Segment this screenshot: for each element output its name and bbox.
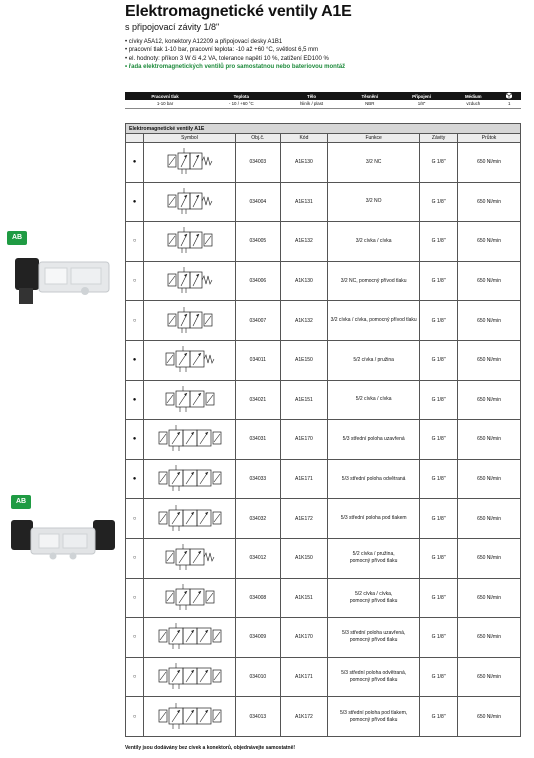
flow-rate: 650 Nl/min <box>458 459 521 499</box>
table-header-row <box>126 134 521 143</box>
table-row <box>126 538 521 578</box>
product-code: A1E172 <box>280 499 327 539</box>
order-number: 034008 <box>236 578 281 618</box>
product-code: A1K170 <box>280 618 327 658</box>
table-row <box>126 499 521 539</box>
flow-rate: 650 Nl/min <box>458 578 521 618</box>
availability-dot: ○ <box>126 697 144 737</box>
product-code: A1E150 <box>280 340 327 380</box>
product-code: A1K150 <box>280 538 327 578</box>
thread-size: G 1/8" <box>420 261 458 301</box>
spec-value: 1/8" <box>394 100 449 108</box>
order-number: 034013 <box>236 697 281 737</box>
order-number: 034007 <box>236 301 281 341</box>
order-number: 034011 <box>236 340 281 380</box>
flow-rate: 650 Nl/min <box>458 143 521 183</box>
availability-dot: ● <box>126 380 144 420</box>
availability-dot: ● <box>126 143 144 183</box>
function-description: 5/2 cívka / cívka <box>328 380 420 420</box>
spec-table <box>125 92 521 109</box>
spec-header: Pracovní tlak <box>125 92 205 100</box>
package-icon <box>498 92 521 100</box>
table-row <box>126 420 521 460</box>
availability-dot: ● <box>126 459 144 499</box>
spec-value: vzduch <box>449 100 498 108</box>
availability-dot: ○ <box>126 657 144 697</box>
column-header: Symbol <box>144 134 236 143</box>
thread-size: G 1/8" <box>420 182 458 222</box>
flow-rate: 650 Nl/min <box>458 657 521 697</box>
table-row <box>126 459 521 499</box>
spec-value: 1 <box>498 100 521 108</box>
table-row <box>126 578 521 618</box>
function-description: 5/2 cívka / pružina, pomocný přívod tlaku <box>328 538 420 578</box>
order-number: 034009 <box>236 618 281 658</box>
order-number: 034004 <box>236 182 281 222</box>
thread-size: G 1/8" <box>420 578 458 618</box>
order-number: 034033 <box>236 459 281 499</box>
table-row <box>126 143 521 183</box>
valve-symbol-icon <box>144 697 236 737</box>
valve-symbol-icon <box>144 578 236 618</box>
product-code: A1K130 <box>280 261 327 301</box>
function-description: 3/2 NO <box>328 182 420 222</box>
thread-size: G 1/8" <box>420 222 458 262</box>
valve-photo-3-2 <box>5 248 123 310</box>
valve-symbol-icon <box>144 420 236 460</box>
valve-photo-5-2 <box>5 512 123 572</box>
feature-item: • pracovní tlak 1-10 bar, pracovní teplota: -10 až +60 °C, světlost 6,5 mm <box>125 46 345 54</box>
spec-value-row <box>125 100 521 108</box>
flow-rate: 650 Nl/min <box>458 697 521 737</box>
thread-size: G 1/8" <box>420 538 458 578</box>
valve-symbol-icon <box>144 657 236 697</box>
order-number: 034006 <box>236 261 281 301</box>
thread-size: G 1/8" <box>420 380 458 420</box>
order-number: 034021 <box>236 380 281 420</box>
valve-symbol-icon <box>144 340 236 380</box>
thread-size: G 1/8" <box>420 657 458 697</box>
order-number: 034003 <box>236 143 281 183</box>
order-number: 034012 <box>236 538 281 578</box>
valve-symbol-icon <box>144 261 236 301</box>
function-description: 5/3 střední poloha odvětraná <box>328 459 420 499</box>
valve-table <box>125 123 521 737</box>
column-header: Funkce <box>328 134 420 143</box>
brand-logo: AB <box>7 231 27 245</box>
valve-symbol-icon <box>144 380 236 420</box>
function-description: 3/2 NC <box>328 143 420 183</box>
table-row <box>126 697 521 737</box>
group-title: Elektromagnetické ventily A1E <box>126 124 521 134</box>
spec-header: Tělo <box>278 92 346 100</box>
column-header: Průtok <box>458 134 521 143</box>
spec-value: - 10 / +60 °C <box>205 100 278 108</box>
spec-header-row <box>125 92 521 100</box>
spec-value: NBR <box>345 100 394 108</box>
table-row <box>126 261 521 301</box>
feature-item: • cívky A5A12, konektory A12209 a připojovací desky A1B1 <box>125 38 345 46</box>
page-subtitle: s připojovací závity 1/8" <box>125 22 220 32</box>
availability-dot: ● <box>126 420 144 460</box>
availability-dot: ○ <box>126 301 144 341</box>
function-description: 5/3 střední poloha pod tlakem <box>328 499 420 539</box>
spec-header: Připojení <box>394 92 449 100</box>
spec-header: Médium <box>449 92 498 100</box>
table-row <box>126 340 521 380</box>
availability-dot: ● <box>126 340 144 380</box>
order-number: 034031 <box>236 420 281 460</box>
valve-symbol-icon <box>144 618 236 658</box>
function-description: 5/3 střední poloha odvětraná, pomocný přívod tlaku <box>328 657 420 697</box>
table-row <box>126 182 521 222</box>
product-code: A1K132 <box>280 301 327 341</box>
product-code: A1K172 <box>280 697 327 737</box>
group-row <box>126 124 521 134</box>
availability-dot: ○ <box>126 261 144 301</box>
spec-header: Teplota <box>205 92 278 100</box>
product-code: A1E130 <box>280 143 327 183</box>
function-description: 5/3 střední poloha uzavřená <box>328 420 420 460</box>
function-description: 5/2 cívka / cívka, pomocný přívod tlaku <box>328 578 420 618</box>
feature-item: • el. hodnoty: příkon 3 W či 4,2 VA, tolerance napětí 10 %, zatížení ED100 % <box>125 55 345 63</box>
product-code: A1E171 <box>280 459 327 499</box>
flow-rate: 650 Nl/min <box>458 301 521 341</box>
spec-header: Těsnění <box>345 92 394 100</box>
thread-size: G 1/8" <box>420 301 458 341</box>
valve-symbol-icon <box>144 499 236 539</box>
column-header: Obj.č. <box>236 134 281 143</box>
function-description: 5/2 cívka / pružina <box>328 340 420 380</box>
thread-size: G 1/8" <box>420 420 458 460</box>
flow-rate: 650 Nl/min <box>458 340 521 380</box>
flow-rate: 650 Nl/min <box>458 182 521 222</box>
feature-highlight: • řada elektromagnetických ventilů pro samostatnou nebo bateriovou montáž <box>125 63 345 71</box>
order-number: 034032 <box>236 499 281 539</box>
product-code: A1E151 <box>280 380 327 420</box>
thread-size: G 1/8" <box>420 459 458 499</box>
availability-dot: ○ <box>126 222 144 262</box>
function-description: 5/3 střední poloha pod tlakem, pomocný přívod tlaku <box>328 697 420 737</box>
product-code: A1K171 <box>280 657 327 697</box>
availability-dot: ● <box>126 182 144 222</box>
page-title: Elektromagnetické ventily A1E <box>125 3 352 20</box>
valve-symbol-icon <box>144 182 236 222</box>
product-code: A1E132 <box>280 222 327 262</box>
flow-rate: 650 Nl/min <box>458 420 521 460</box>
spec-value: 1-10 bar <box>125 100 205 108</box>
flow-rate: 650 Nl/min <box>458 618 521 658</box>
table-row <box>126 380 521 420</box>
feature-list <box>125 38 345 72</box>
product-code: A1E170 <box>280 420 327 460</box>
thread-size: G 1/8" <box>420 340 458 380</box>
flow-rate: 650 Nl/min <box>458 261 521 301</box>
valve-symbol-icon <box>144 301 236 341</box>
dot-header <box>126 134 144 143</box>
flow-rate: 650 Nl/min <box>458 380 521 420</box>
function-description: 5/3 střední poloha uzavřená, pomocný přívod tlaku <box>328 618 420 658</box>
function-description: 3/2 cívka / cívka, pomocný přívod tlaku <box>328 301 420 341</box>
column-header: Kód <box>280 134 327 143</box>
product-code: A1K151 <box>280 578 327 618</box>
valve-symbol-icon <box>144 538 236 578</box>
availability-dot: ○ <box>126 499 144 539</box>
valve-symbol-icon <box>144 222 236 262</box>
thread-size: G 1/8" <box>420 143 458 183</box>
column-header: Závity <box>420 134 458 143</box>
availability-dot: ○ <box>126 538 144 578</box>
thread-size: G 1/8" <box>420 499 458 539</box>
flow-rate: 650 Nl/min <box>458 538 521 578</box>
valve-symbol-icon <box>144 143 236 183</box>
flow-rate: 650 Nl/min <box>458 499 521 539</box>
valve-symbol-icon <box>144 459 236 499</box>
availability-dot: ○ <box>126 618 144 658</box>
spec-value: hliník / plast <box>278 100 346 108</box>
product-code: A1E131 <box>280 182 327 222</box>
availability-dot: ○ <box>126 578 144 618</box>
brand-logo: AB <box>11 495 31 509</box>
thread-size: G 1/8" <box>420 697 458 737</box>
function-description: 3/2 cívka / cívka <box>328 222 420 262</box>
table-row <box>126 301 521 341</box>
table-row <box>126 657 521 697</box>
flow-rate: 650 Nl/min <box>458 222 521 262</box>
table-row <box>126 618 521 658</box>
thread-size: G 1/8" <box>420 618 458 658</box>
order-number: 034005 <box>236 222 281 262</box>
order-number: 034010 <box>236 657 281 697</box>
function-description: 3/2 NC, pomocný přívod tlaku <box>328 261 420 301</box>
table-row <box>126 222 521 262</box>
footnote: Ventily jsou dodávány bez cívek a konektorů, objednávejte samostatně! <box>125 745 296 751</box>
